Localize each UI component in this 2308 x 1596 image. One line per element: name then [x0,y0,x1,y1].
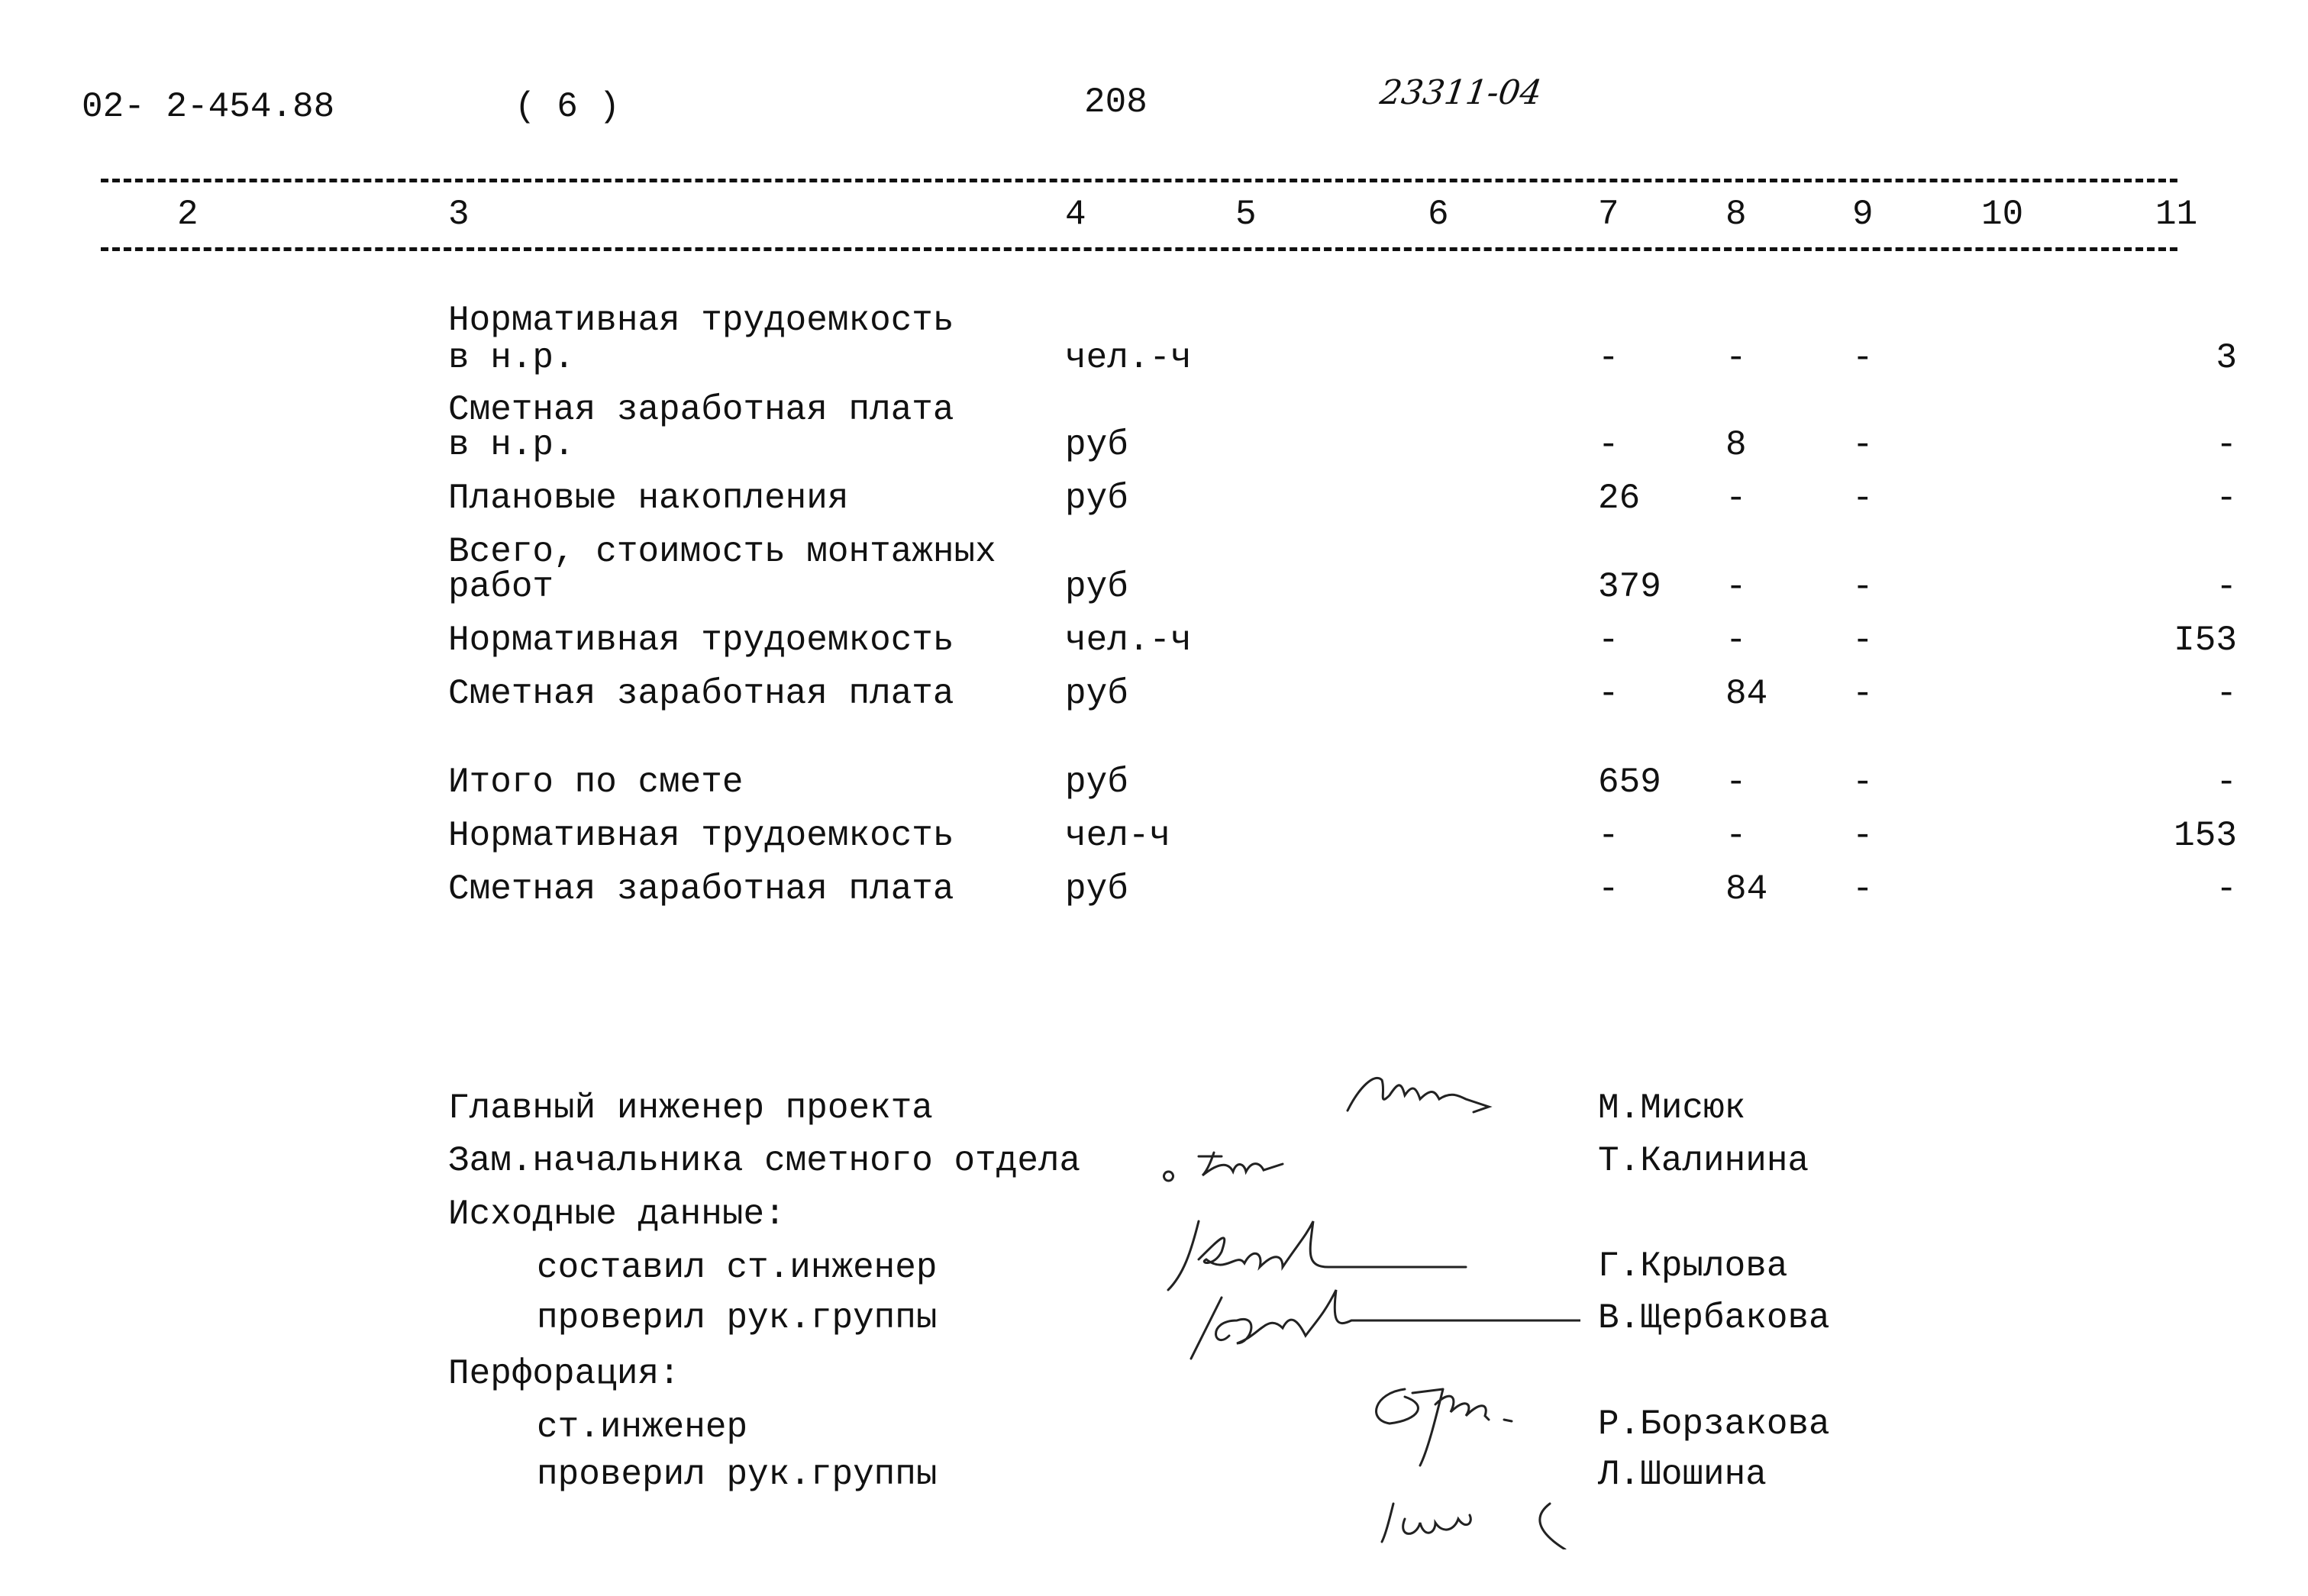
row-col7: 379 [1598,567,1661,607]
row-col11: - [2216,763,2237,802]
row-col11: - [2216,674,2237,714]
row-col7: 26 [1598,479,1641,518]
row-col9: - [1852,674,1874,714]
page-number: 208 [1084,82,1148,122]
column-number-5: 5 [1235,195,1257,234]
row-label: Нормативная трудоемкость [448,621,954,660]
signature-krylova-shcherbakova [1153,1206,1580,1374]
perforation-label: Перфорация: [448,1354,680,1394]
row-col9: - [1852,869,1874,909]
row-col11: 153 [2174,816,2237,856]
row-col7: - [1598,338,1619,378]
checked-label: проверил рук.группы [537,1298,938,1338]
row-col8: - [1725,479,1747,518]
row-col7: - [1598,425,1619,465]
row-col8: 8 [1725,425,1747,465]
header-divider-top [101,179,2177,182]
section-number: ( 6 ) [515,87,621,127]
row-col11: - [2216,479,2237,518]
row-col8: - [1725,338,1747,378]
row-col9: - [1852,479,1874,518]
row-unit: руб [1065,674,1128,714]
row-col8: - [1725,621,1747,660]
row-col8: 84 [1725,674,1768,714]
checked-name: В.Щербакова [1598,1298,1830,1338]
row-label: Нормативная трудоемкость [448,816,954,856]
row-col9: - [1852,621,1874,660]
column-number-9: 9 [1852,195,1874,234]
column-number-6: 6 [1428,195,1449,234]
perf-engineer-name: Р.Борзакова [1598,1404,1830,1444]
compiled-label: составил ст.инженер [537,1248,938,1288]
row-col11: - [2216,869,2237,909]
source-data-label: Исходные данные: [448,1195,786,1234]
row-label: Плановые накопления [448,479,849,518]
row-unit: руб [1065,763,1128,802]
row-col7: - [1598,674,1619,714]
signature-misyuk [1344,1057,1512,1126]
row-col9: - [1852,763,1874,802]
chief-engineer-name: М.Мисюк [1598,1088,1746,1128]
row-col9: - [1852,425,1874,465]
row-label: Всего, стоимость монтажных [448,532,996,572]
compiled-name: Г.Крылова [1598,1246,1788,1286]
deputy-label: Зам.начальника сметного отдела [448,1141,1081,1181]
row-col9: - [1852,338,1874,378]
column-number-10: 10 [1981,195,2024,234]
row-unit: руб [1065,425,1128,465]
row-label: Нормативная трудоемкость [448,301,954,340]
row-unit: руб [1065,567,1128,607]
column-number-8: 8 [1725,195,1747,234]
row-col7: - [1598,816,1619,856]
row-col9: - [1852,816,1874,856]
column-number-4: 4 [1065,195,1086,234]
row-col11: - [2216,425,2237,465]
row-col8: 84 [1725,869,1768,909]
row-unit: руб [1065,869,1128,909]
row-unit: чел.-ч [1065,621,1192,660]
row-col8: - [1725,763,1747,802]
column-number-2: 2 [177,195,199,234]
handwritten-code: 23311-04 [1377,73,1545,112]
row-label: в н.р. [448,425,575,465]
row-label: Сметная заработная плата [448,390,954,430]
row-unit: чел-ч [1065,816,1171,856]
row-label: Сметная заработная плата [448,674,954,714]
row-label: в н.р. [448,338,575,378]
signature-kalinina [1160,1141,1351,1187]
header-divider-bottom [101,247,2177,251]
signature-borzakova-shoshina [1359,1374,1573,1549]
perf-engineer-label: ст.инженер [537,1407,748,1447]
column-number-3: 3 [448,195,470,234]
doc-code: 02- 2-454.88 [82,87,335,127]
row-label: работ [448,567,554,607]
column-number-11: 11 [2155,195,2198,234]
row-label: Итого по смете [448,763,744,802]
row-unit: чел.-ч [1065,338,1192,378]
row-col9: - [1852,567,1874,607]
chief-engineer-label: Главный инженер проекта [448,1088,933,1128]
row-label: Сметная заработная плата [448,869,954,909]
row-col7: - [1598,869,1619,909]
perf-checked-name: Л.Шошина [1598,1455,1767,1494]
row-col11: 3 [2216,338,2237,378]
row-col8: - [1725,816,1747,856]
row-col11: I53 [2174,621,2237,660]
deputy-name: Т.Калинина [1598,1141,1809,1181]
column-number-7: 7 [1598,195,1619,234]
row-col8: - [1725,567,1747,607]
row-unit: руб [1065,479,1128,518]
row-col7: - [1598,621,1619,660]
perf-checked-label: проверил рук.группы [537,1455,938,1494]
row-col7: 659 [1598,763,1661,802]
row-col11: - [2216,567,2237,607]
